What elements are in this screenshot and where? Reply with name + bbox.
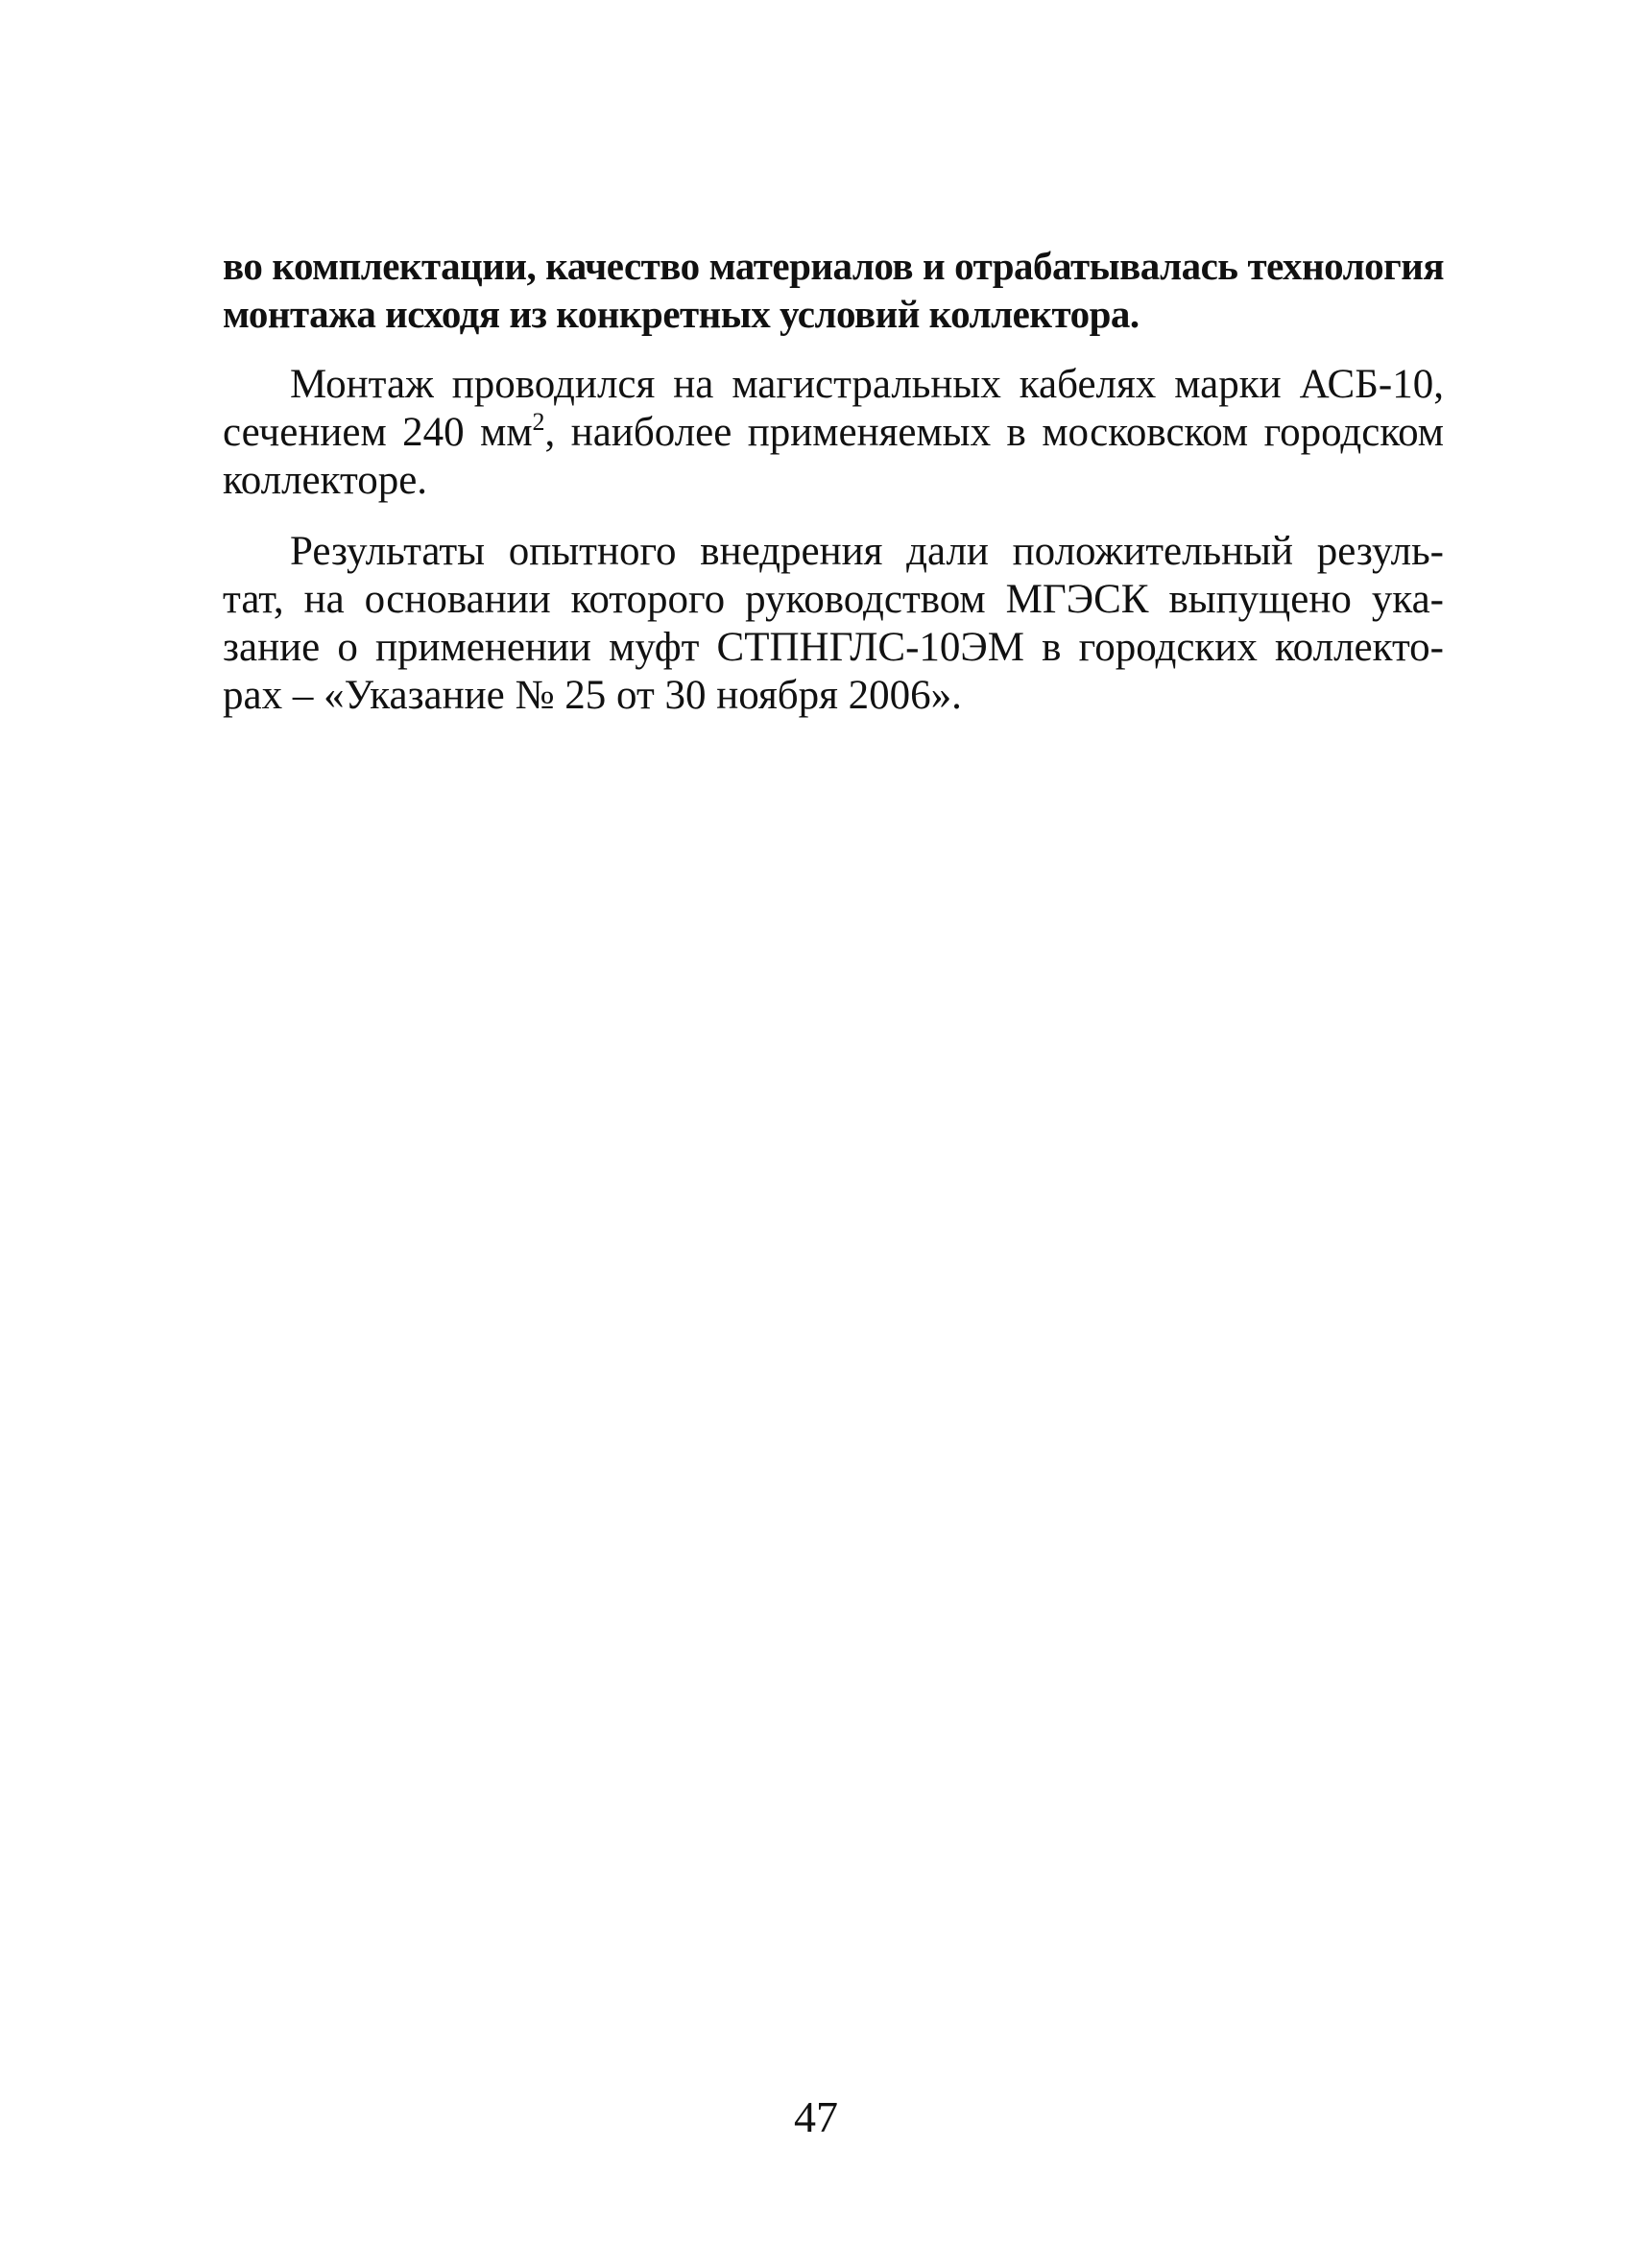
text-fragment: , наиболее применяемых в московском городском [544,410,1444,455]
page-number: 47 [794,2092,838,2141]
paragraph-1 [223,242,1444,338]
text-line: тат, на основании которого руководством МГЭСК выпущено ука- [223,577,1444,622]
text-line: рах – «Указание № 25 от 30 ноября 2006». [223,673,962,718]
text-line: Монтаж проводился на магистральных кабелях марки АСБ-10, [290,362,1444,407]
text-line: во комплектации, качество материалов и отрабатывалась технология [223,244,1444,288]
body-text [223,242,1444,743]
text-line: Результаты опытного внедрения дали положительный резуль- [290,529,1444,574]
paragraph-2 [223,361,1444,505]
text-fragment: сечением 240 мм [223,410,533,455]
text-line-with-superscript [223,409,1444,457]
superscript: 2 [532,408,545,436]
paragraph-3 [223,528,1444,720]
text-line: монтажа исходя из конкретных условий коллектора. [223,292,1140,336]
text-line: зание о применении муфт СТПНГЛС-10ЭМ в городских коллекто- [223,625,1444,670]
text-line: коллекторе. [223,458,428,503]
